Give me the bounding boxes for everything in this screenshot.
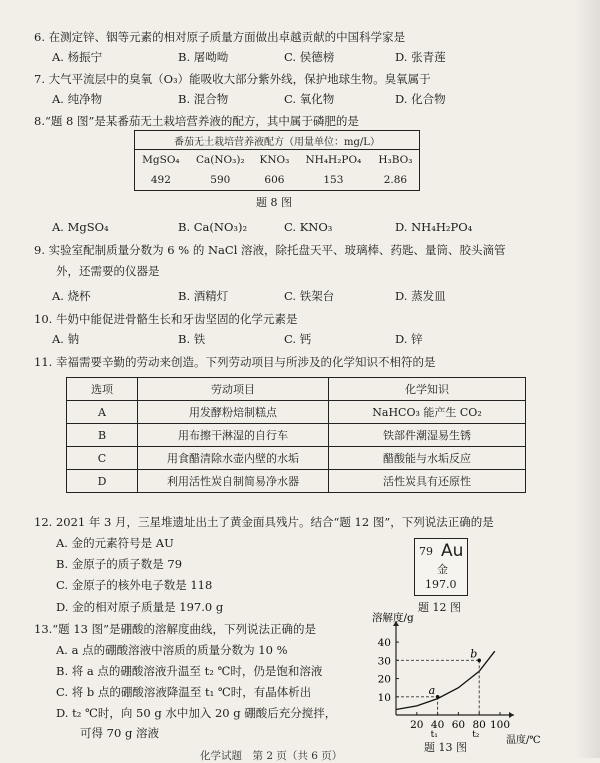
q8-header: H₃BO₃	[378, 154, 413, 166]
point-label-b: b	[470, 647, 478, 661]
q8-option-c: C. KNO₃	[284, 220, 333, 234]
q13-option-a: A. a 点的硼酸溶液中溶质的质量分数为 10 %	[56, 643, 288, 657]
q8-header: MgSO₄	[142, 154, 180, 166]
q11-cell: 用食醋清除水壶内壁的水垢	[138, 447, 329, 470]
q6-stem: 6. 在测定锌、铟等元素的相对原子质量方面做出卓越贡献的中国科学家是	[34, 30, 406, 44]
q13-option-d-cont: 可得 70 g 溶液	[80, 726, 159, 740]
page-edge-shadow	[574, 0, 600, 758]
q11-cell: 活性炭具有还原性	[329, 470, 526, 493]
table-row	[67, 401, 526, 424]
q9-stem-line1: 9. 实验室配制质量分数为 6 % 的 NaCl 溶液，除托盘天平、玻璃棒、药匙、量筒、胶头滴管	[34, 243, 506, 257]
q11-stem: 11. 幸福需要辛勤的劳动来创造。下列劳动项目与所涉及的化学知识不相符的是	[34, 355, 436, 369]
q10-option-b: B. 铁	[178, 332, 206, 346]
table-row	[67, 470, 526, 493]
page-footer: 化学试题 第 2 页（共 6 页）	[200, 750, 343, 762]
q8-stem: 8.“题 8 图”是某番茄无土栽培营养液的配方，其中属于磷肥的是	[34, 114, 359, 128]
q8-option-a: A. MgSO₄	[52, 220, 109, 234]
y-tick-label: 10	[377, 691, 391, 704]
q11-cell: A	[67, 401, 138, 424]
q12-figure-label: 题 12 图	[418, 601, 461, 614]
q11-table	[66, 377, 526, 493]
q13-figure-label: 题 13 图	[424, 741, 467, 754]
element-symbol: Au	[441, 541, 464, 561]
q8-table-caption: 番茄无土栽培营养液配方（用量单位：mg/L）	[135, 131, 420, 150]
q12-option-c: C. 金原子的核外电子数是 118	[56, 578, 213, 592]
q6-option-b: B. 屠呦呦	[178, 50, 229, 64]
q11-cell: 铁部件潮湿易生锈	[329, 424, 526, 447]
q12-stem: 12. 2021 年 3 月，三星堆遗址出土了黄金面具残片。结合“题 12 图”，下列说法正确的是	[34, 515, 494, 529]
q13-option-b: B. 将 a 点的硼酸溶液升温至 t₂ ℃时，仍是饱和溶液	[56, 664, 323, 678]
q6-option-c: C. 侯德榜	[284, 50, 335, 64]
q9-option-d: D. 蒸发皿	[395, 289, 446, 303]
y-axis-label: 溶解度/g	[372, 612, 414, 624]
x-tick-label: 20	[410, 719, 424, 731]
q10-option-c: C. 钙	[284, 332, 312, 346]
q11-cell: 用发酵粉焙制糕点	[138, 401, 329, 424]
q8-value: 2.86	[383, 174, 408, 186]
q11-cell: D	[67, 470, 138, 493]
q13-option-d: D. t₂ ℃时，向 50 g 水中加入 20 g 硼酸后充分搅拌，	[56, 706, 337, 720]
q11-cell: 醋酸能与水垢反应	[329, 447, 526, 470]
q8-header: NH₄H₂PO₄	[305, 154, 362, 166]
q11-cell: B	[67, 424, 138, 447]
table-row	[67, 424, 526, 447]
temperature-marker: t₁	[430, 730, 438, 740]
q11-cell: 用布擦干淋湿的自行车	[138, 424, 329, 447]
q8-figure-label: 题 8 图	[256, 196, 292, 209]
q11-cell: C	[67, 447, 138, 470]
element-card-gold	[414, 538, 468, 596]
q7-option-b: B. 混合物	[178, 92, 229, 106]
element-name: 金	[437, 563, 448, 576]
q9-option-a: A. 烧杯	[52, 289, 91, 303]
x-axis-label: 温度/℃	[506, 735, 541, 746]
q8-table	[134, 130, 420, 191]
q11-header: 选项	[67, 378, 138, 401]
q6-option-a: A. 杨振宁	[52, 50, 103, 64]
temperature-marker: t₂	[472, 730, 480, 740]
x-tick-label: 80	[472, 719, 486, 731]
q11-cell: NaHCO₃ 能产生 CO₂	[329, 401, 526, 424]
q11-header: 化学知识	[329, 378, 526, 401]
q7-option-c: C. 氧化物	[284, 92, 335, 106]
q9-option-b: B. 酒精灯	[178, 289, 229, 303]
x-tick-label: 40	[430, 719, 445, 731]
table-row	[67, 447, 526, 470]
q8-value: 606	[264, 174, 285, 186]
y-tick-label: 20	[377, 673, 391, 686]
q13-stem: 13.“题 13 图”是硼酸的溶解度曲线，下列说法正确的是	[34, 622, 316, 636]
q8-header: KNO₃	[259, 154, 290, 166]
y-tick-label: 40	[377, 637, 391, 650]
y-tick-label: 30	[377, 655, 391, 668]
q10-option-d: D. 锌	[395, 332, 423, 346]
x-tick-label: 60	[451, 719, 466, 731]
q9-stem-line2: 外，还需要的仪器是	[56, 264, 160, 278]
x-axis-arrow	[509, 712, 514, 718]
q9-option-c: C. 铁架台	[284, 289, 335, 303]
solubility-chart	[360, 612, 560, 752]
data-point-a	[436, 695, 440, 699]
q10-stem: 10. 牛奶中能促进骨骼生长和牙齿坚固的化学元素是	[34, 312, 298, 326]
q12-option-d: D. 金的相对原子质量是 197.0 g	[56, 600, 224, 614]
q12-option-a: A. 金的元素符号是 AU	[56, 536, 174, 550]
q8-value: 153	[323, 174, 344, 186]
q8-value: 590	[210, 174, 231, 186]
q12-option-b: B. 金原子的质子数是 79	[56, 557, 183, 571]
q8-header: Ca(NO₃)₂	[195, 154, 245, 166]
q7-stem: 7. 大气平流层中的臭氧（O₃）能吸收大部分紫外线，保护地球生物。臭氧属于	[34, 72, 431, 86]
data-point-b	[477, 659, 481, 663]
q7-option-d: D. 化合物	[395, 92, 446, 106]
q8-option-d: D. NH₄H₂PO₄	[395, 220, 473, 234]
x-tick-label: 100	[489, 719, 511, 731]
q7-option-a: A. 纯净物	[52, 92, 103, 106]
point-label-a: a	[428, 683, 436, 697]
q8-value: 492	[150, 174, 171, 186]
atomic-number: 79	[419, 545, 433, 558]
q10-option-a: A. 钠	[52, 332, 80, 346]
atomic-mass: 197.0	[425, 578, 457, 591]
q11-header: 劳动项目	[138, 378, 329, 401]
q13-option-c: C. 将 b 点的硼酸溶液降温至 t₁ ℃时，有晶体析出	[56, 685, 312, 699]
q8-option-b: B. Ca(NO₃)₂	[178, 220, 248, 234]
q11-cell: 利用活性炭自制简易净水器	[138, 470, 329, 493]
q6-option-d: D. 张青莲	[395, 50, 446, 64]
